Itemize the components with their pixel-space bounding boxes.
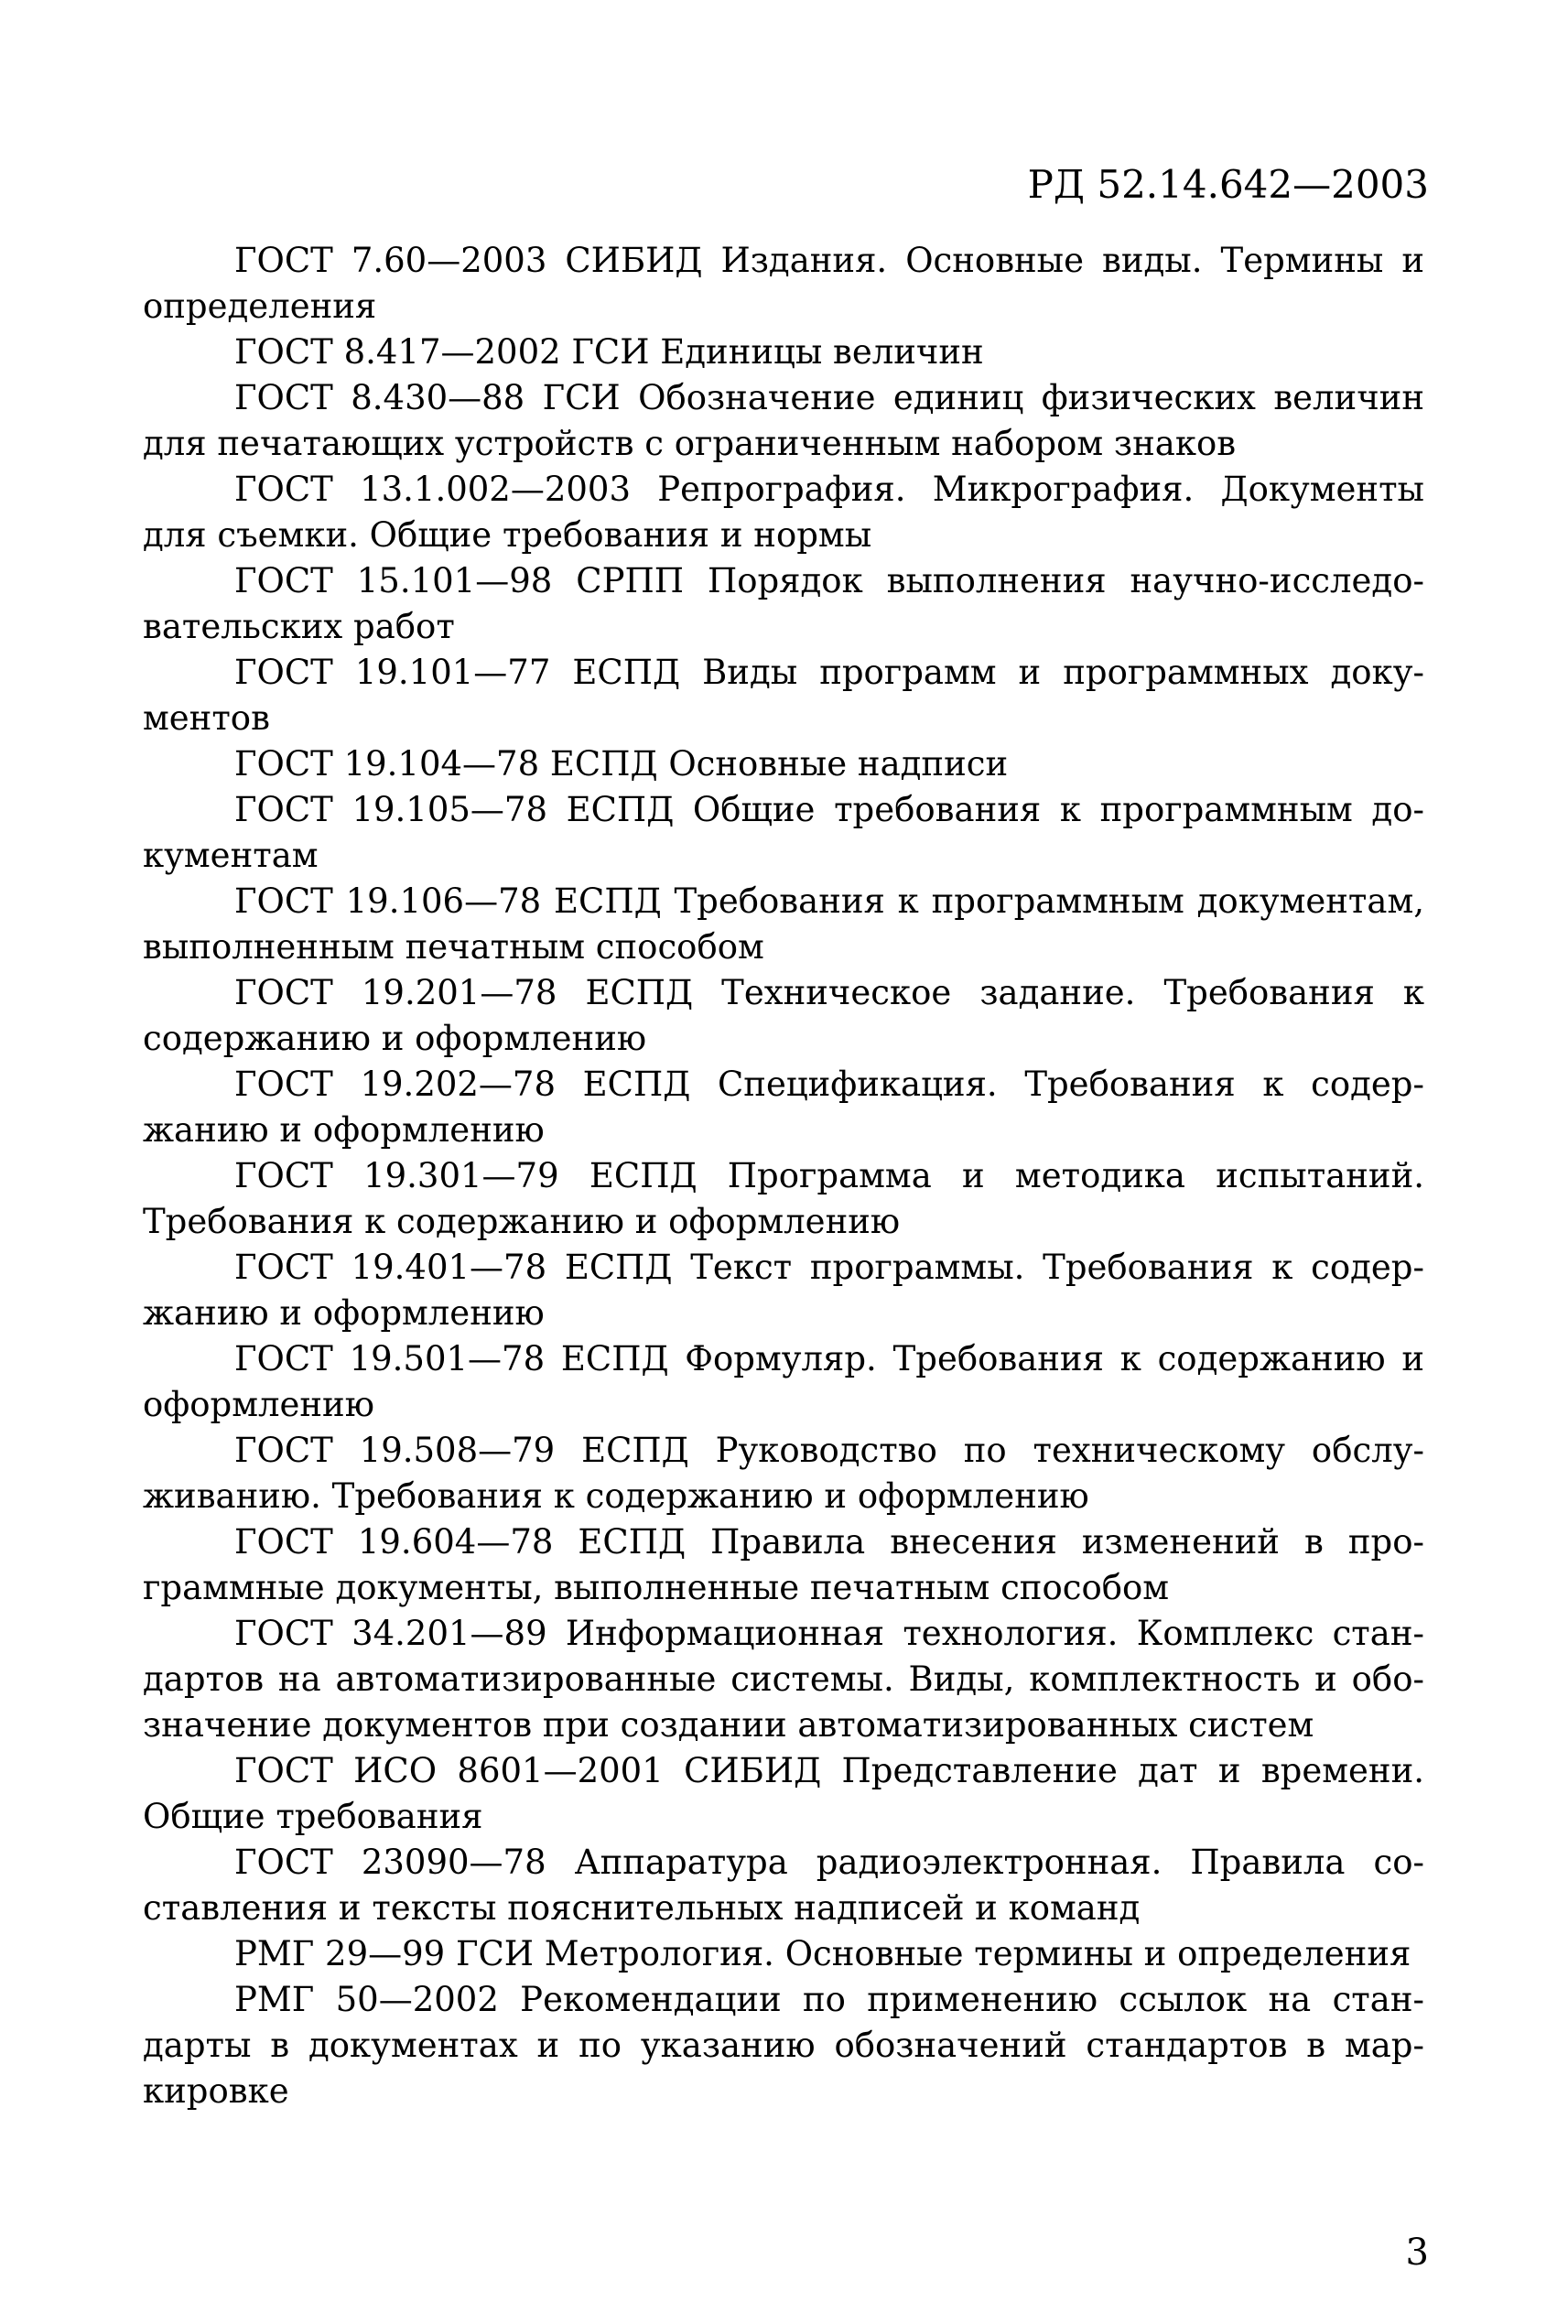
reference-item: ГОСТ 19.101—77 ЕСПД Виды программ и программных документов (143, 653, 1424, 738)
reference-item: ГОСТ ИСО 8601—2001 СИБИД Представление дат и времени. Общие требования (143, 1751, 1424, 1836)
reference-item: ГОСТ 19.201—78 ЕСПД Техническое задание. Требования к содержанию и оформлению (143, 973, 1424, 1058)
reference-item: ГОСТ 34.201—89 Информационная технология. Комплекс стандартов на автоматизированные системы. Виды, комплектность и обозначение документов при создании автоматизированных систем (143, 1614, 1424, 1745)
page-number: 3 (1405, 2232, 1429, 2274)
reference-item: ГОСТ 8.417—2002 ГСИ Единицы величин (234, 332, 984, 372)
reference-item: ГОСТ 19.106—78 ЕСПД Требования к программным документам, выполненным печатным способом (143, 881, 1424, 967)
reference-item: ГОСТ 19.501—78 ЕСПД Формуляр. Требования к содержанию и оформлению (143, 1339, 1424, 1424)
reference-item: ГОСТ 19.508—79 ЕСПД Руководство по техническому обслуживанию. Требования к содержанию и оформлению (143, 1431, 1424, 1516)
reference-item: ГОСТ 19.202—78 ЕСПД Спецификация. Требования к содержанию и оформлению (143, 1065, 1424, 1150)
reference-item: ГОСТ 7.60—2003 СИБИД Издания. Основные виды. Термины и определения (143, 241, 1424, 326)
reference-item: ГОСТ 13.1.002—2003 Репрография. Микрография. Документы для съемки. Общие требования и нормы (143, 470, 1424, 555)
reference-item: ГОСТ 8.430—88 ГСИ Обозначение единиц физических величин для печатающих устройств с ограниченным набором знаков (143, 378, 1424, 463)
reference-item: ГОСТ 19.105—78 ЕСПД Общие требования к программным документам (143, 790, 1424, 875)
reference-item: РМГ 29—99 ГСИ Метрология. Основные термины и определения (234, 1934, 1411, 1973)
reference-item: ГОСТ 19.301—79 ЕСПД Программа и методика испытаний. Требования к содержанию и оформлению (143, 1156, 1424, 1241)
document-code-header: РД 52.14.642—2003 (1027, 162, 1429, 207)
reference-item: ГОСТ 19.401—78 ЕСПД Текст программы. Требования к содержанию и оформлению (143, 1248, 1424, 1333)
reference-item: РМГ 50—2002 Рекомендации по применению ссылок на стандарты в документах и по указанию обозначений стандартов в маркировке (143, 1980, 1424, 2111)
normative-references-list (143, 238, 1424, 2114)
reference-item: ГОСТ 19.104—78 ЕСПД Основные надписи (234, 744, 1009, 784)
reference-item: ГОСТ 15.101—98 СРПП Порядок выполнения научно-исследовательских работ (143, 561, 1424, 646)
reference-item: ГОСТ 23090—78 Аппаратура радиоэлектронная. Правила составления и тексты пояснительных надписей и команд (143, 1843, 1424, 1928)
reference-item: ГОСТ 19.604—78 ЕСПД Правила внесения изменений в программные документы, выполненные печатным способом (143, 1522, 1424, 1607)
